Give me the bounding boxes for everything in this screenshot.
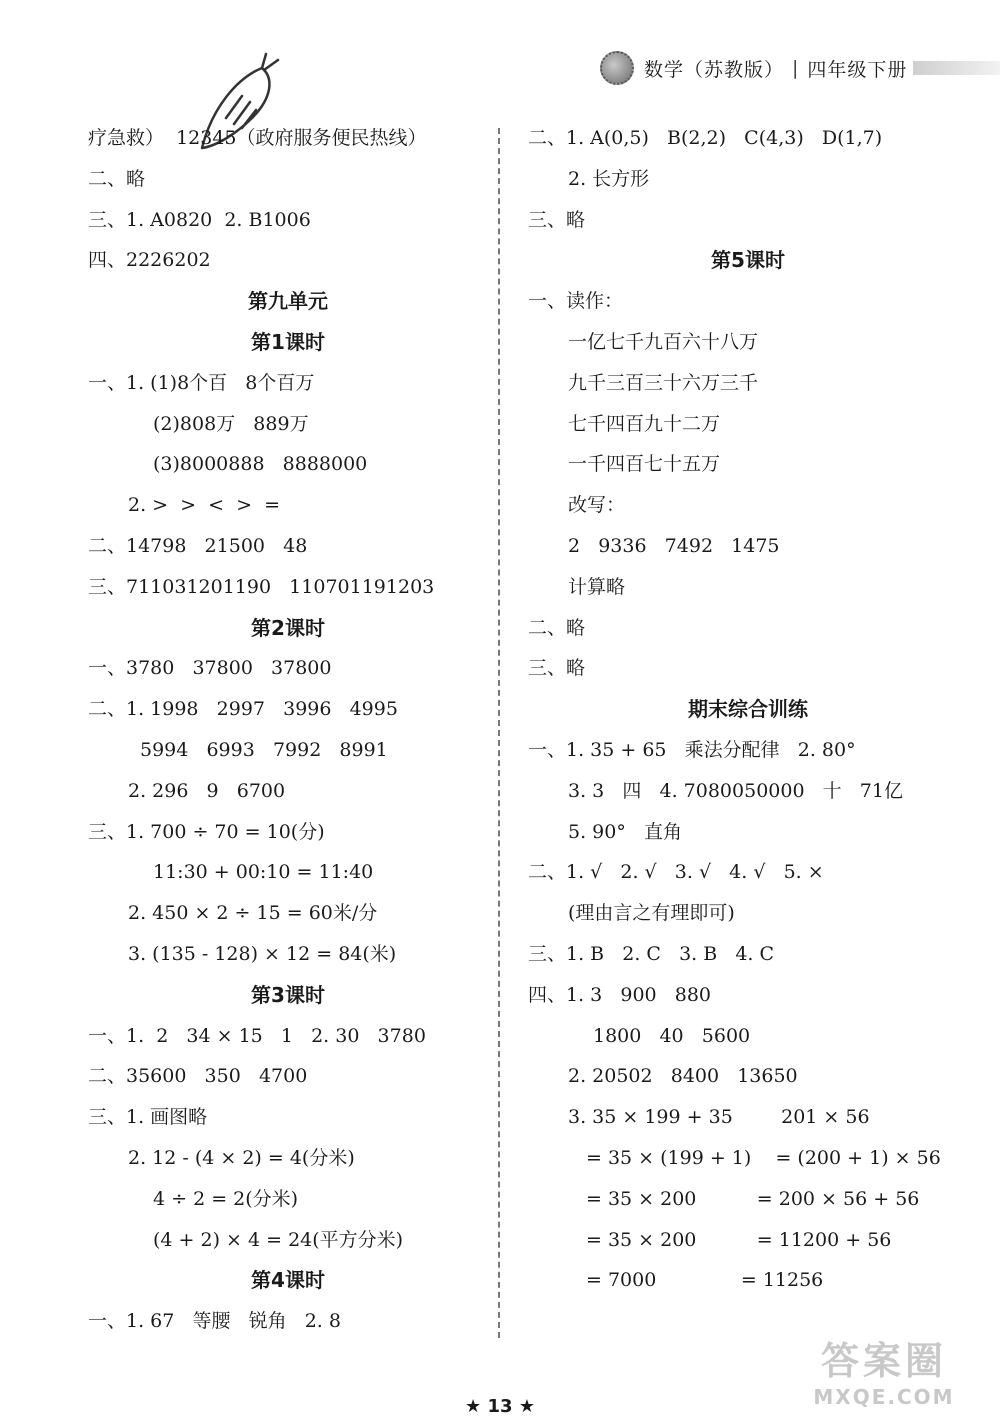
answer-line: 四、1. 3 900 880 — [528, 983, 712, 1006]
answer-line: 二、1. A(0,5) B(2,2) C(4,3) D(1,7) — [528, 127, 883, 149]
answer-line: 七千四百九十二万 — [568, 412, 721, 435]
answer-line: 2. 长方形 — [568, 167, 650, 190]
answer-line: 2. 12 - (4 × 2) = 4(分米) — [128, 1146, 355, 1169]
gear-logo-icon — [600, 51, 634, 85]
answer-line: 三、1. 700 ÷ 70 = 10(分) — [88, 820, 325, 843]
watermark — [784, 1326, 984, 1412]
answer-line: 一、1. 2 34 × 15 1 2. 30 3780 — [88, 1024, 426, 1047]
answer-line: (2)808万 889万 — [153, 412, 309, 435]
page-number: 13 — [487, 1396, 513, 1417]
answer-line: 2. 450 × 2 ÷ 15 = 60米/分 — [128, 902, 378, 925]
answer-line: 改写： — [568, 494, 626, 517]
answer-line: 一、读作： — [528, 290, 624, 313]
answer-line: 三、略 — [528, 657, 586, 680]
answer-line: 一亿七千九百六十八万 — [568, 330, 759, 353]
answer-line: = 35 × 200 = 11200 + 56 — [586, 1228, 892, 1251]
answer-line: 计算略 — [568, 575, 626, 598]
answer-line: 二、14798 21500 48 — [88, 534, 308, 557]
answer-line: 二、35600 350 4700 — [88, 1065, 308, 1088]
section-heading: 第九单元 — [248, 289, 328, 314]
section-heading: 第4课时 — [251, 1268, 325, 1293]
answer-line: 2 9336 7492 1475 — [568, 534, 780, 557]
header-subject: 数学（苏教版） — [644, 58, 785, 81]
answer-line: 一、1. 35 + 65 乘法分配律 2. 80° — [528, 738, 856, 761]
answer-line: 3. 3 四 4. 7080050000 十 71亿 — [568, 779, 903, 802]
answer-line: 一、1. 67 等腰 锐角 2. 8 — [88, 1310, 341, 1333]
answer-line: 5994 6993 7992 8991 — [140, 738, 388, 761]
answer-line: 4 ÷ 2 = 2(分米) — [153, 1187, 299, 1210]
answer-line: 九千三百三十六万三千 — [568, 371, 759, 394]
answer-line: 2. 296 9 6700 — [128, 779, 286, 802]
star-icon: ★ — [465, 1396, 482, 1417]
answer-line: 一千四百七十五万 — [568, 453, 721, 476]
answer-line: 3. (135 - 128) × 12 = 84(米) — [128, 942, 397, 965]
column-divider — [498, 128, 500, 1338]
answer-line: (理由言之有理即可) — [568, 902, 735, 925]
section-heading: 第5课时 — [711, 248, 785, 273]
answer-line: 2. 20502 8400 13650 — [568, 1065, 798, 1088]
answer-line: 二、略 — [528, 616, 586, 639]
watermark-url: MXQE.COM — [813, 1384, 955, 1409]
answer-line: 5. 90° 直角 — [568, 820, 682, 843]
answer-line: = 35 × 200 = 200 × 56 + 56 — [586, 1187, 920, 1210]
answer-line: 三、711031201190 110701191203 — [88, 575, 435, 598]
answer-line: 四、2226202 — [88, 249, 211, 272]
section-heading: 期末综合训练 — [688, 697, 808, 722]
answer-line: 二、1. √ 2. √ 3. √ 4. √ 5. × — [528, 861, 824, 884]
header-fade-bar — [913, 61, 1000, 75]
left-answer-column — [88, 118, 488, 1342]
page-header — [600, 50, 1000, 86]
answer-line: 二、1. 1998 2997 3996 4995 — [88, 698, 398, 721]
answer-line: 三、略 — [528, 208, 586, 231]
answer-line: (4 + 2) × 4 = 24(平方分米) — [153, 1228, 404, 1251]
watermark-title: 答案圈 — [820, 1338, 947, 1383]
answer-line: 2. > > < > = — [128, 494, 281, 517]
answer-line: 一、1. (1)8个百 8个百万 — [88, 371, 315, 394]
answer-line: 一、3780 37800 37800 — [88, 657, 332, 680]
answer-line: (3)8000888 8888000 — [153, 453, 368, 476]
section-heading: 第2课时 — [251, 615, 325, 640]
answer-line: 1800 40 5600 — [593, 1024, 751, 1047]
answer-line: 3. 35 × 199 + 35 201 × 56 — [568, 1106, 870, 1129]
answer-line: 二、略 — [88, 167, 146, 190]
answer-line: 三、1. A0820 2. B1006 — [88, 208, 311, 231]
answer-line: = 7000 = 11256 — [586, 1269, 824, 1292]
header-separator: | — [792, 57, 800, 79]
answer-line: = 35 × (199 + 1) = (200 + 1) × 56 — [586, 1146, 941, 1169]
answer-line: 三、1. B 2. C 3. B 4. C — [528, 942, 775, 965]
header-grade: 四年级下册 — [807, 58, 908, 81]
answer-line: 三、1. 画图略 — [88, 1106, 208, 1129]
answer-line: 11:30 + 00:10 = 11:40 — [153, 861, 374, 884]
section-heading: 第3课时 — [251, 982, 325, 1007]
answer-line: 疗急救） 12345（政府服务便民热线） — [88, 127, 427, 149]
section-heading: 第1课时 — [251, 329, 325, 354]
star-icon: ★ — [518, 1396, 535, 1417]
right-answer-column — [528, 118, 968, 1301]
